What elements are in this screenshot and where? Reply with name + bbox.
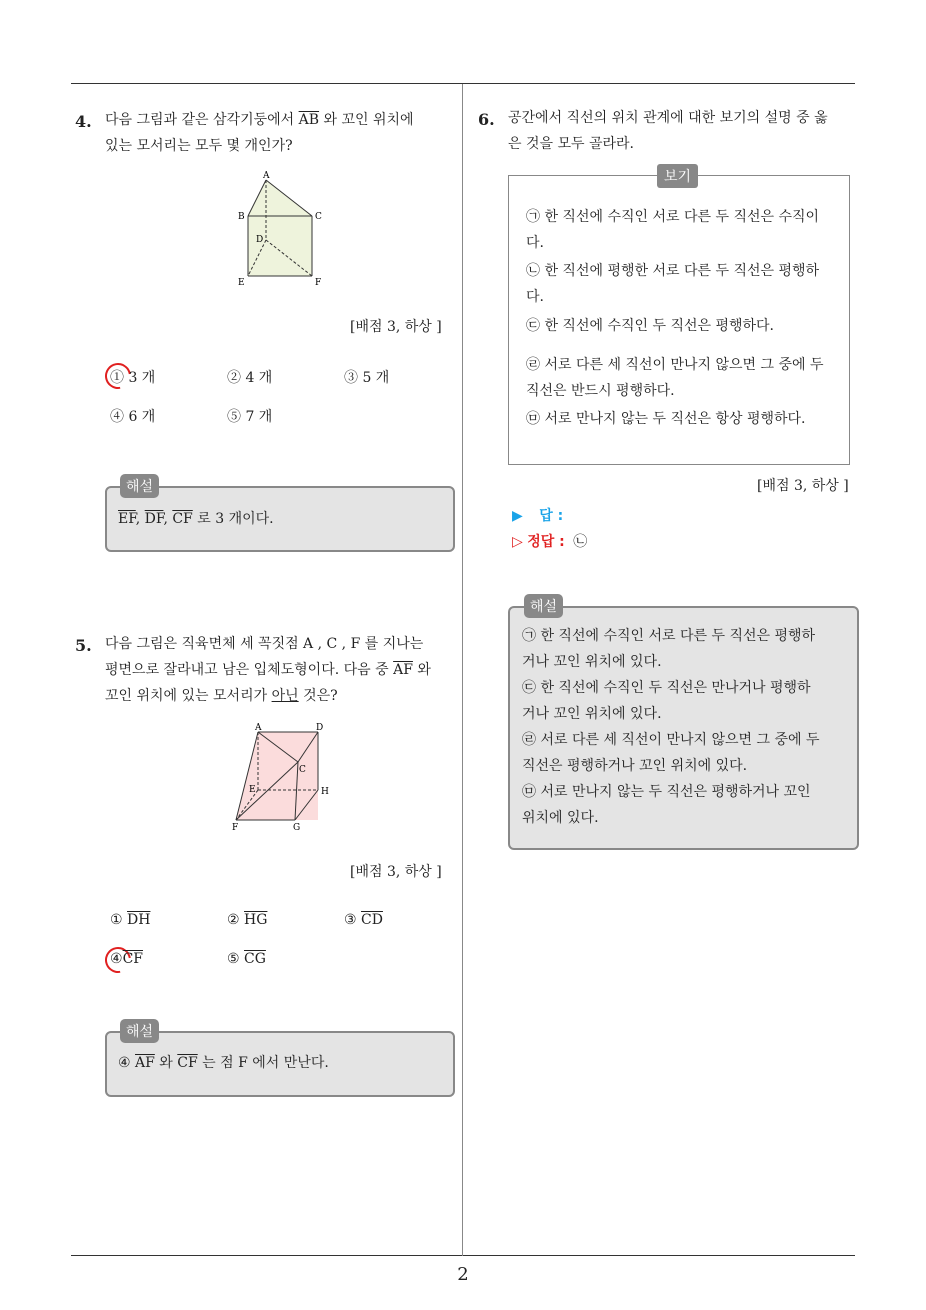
label-c: C [315, 212, 322, 222]
q6-exp-line-8: 위치에 있다. [522, 810, 599, 826]
label-f: F [232, 823, 239, 833]
q4-choice-3[interactable]: ③ 5 개 [344, 370, 390, 386]
q5-choice-2[interactable] [227, 912, 267, 928]
q4-exp-tail: 로 3 개이다. [192, 511, 274, 527]
correct-arrow-icon: ▷ [512, 534, 523, 550]
q5-choice-4[interactable] [110, 951, 143, 967]
q6-exp-line-4: 거나 꼬인 위치에 있다. [522, 706, 662, 722]
q4-exp-seg-3: $\overline{CF}$ [172, 511, 193, 527]
label-b: B [238, 212, 245, 222]
q6-line2: 은 것을 모두 골라라. [508, 136, 634, 152]
q5-line2b: 와 [412, 662, 431, 678]
q4-number: 4. [75, 112, 92, 131]
q6-bogi-item-2: ㉡ 한 직선에 평행한 서로 다른 두 직선은 평행하다. [526, 263, 820, 305]
q6-bogi-item-1: ㉠ 한 직선에 수직인 서로 다른 두 직선은 수직이다. [526, 209, 820, 251]
q5-line2a: 평면으로 잘라내고 남은 입체도형이다. 다음 중 [105, 662, 394, 678]
q4-explanation-tag: 해설 [120, 474, 159, 498]
prism-face [248, 180, 312, 216]
q6-exp-line-7: ㉤ 서로 만나지 않는 두 직선은 평행하거나 꼬인 [522, 784, 811, 800]
q4-choice-4[interactable]: ④ 6 개 [110, 409, 156, 425]
label-e: E [249, 785, 256, 795]
q6-bogi-item-3: ㉢ 한 직선에 수직인 두 직선은 평행하다. [526, 318, 775, 334]
q6-score: [배점 3, 하상 ] [757, 478, 849, 494]
q4-line1b: 와 꼬인 위치에 [319, 112, 414, 128]
q4-seg-ab: $\overline{AB}$ [298, 112, 320, 128]
bottom-rule [71, 1255, 855, 1256]
top-rule [71, 83, 855, 84]
q4-prism-figure [232, 170, 332, 290]
q4-choice-1[interactable]: ① 3 개 [110, 370, 156, 386]
page-number: 2 [457, 1264, 469, 1285]
q5-line3a: 꼬인 위치에 있는 모서리가 [105, 688, 272, 704]
q5-text [105, 631, 457, 709]
q6-bogi-tag: 보기 [657, 164, 698, 188]
q4-score: [배점 3, 하상 ] [350, 319, 442, 335]
q6-text [508, 105, 858, 157]
q5-choice-5-seg: $\overline{CG}$ [244, 951, 266, 967]
q6-bogi-item-5: ㉤ 서로 만나지 않는 두 직선은 항상 평행하다. [526, 411, 806, 427]
label-d: D [256, 235, 264, 245]
q6-answer-row [512, 505, 563, 525]
q5-choice-3[interactable] [344, 912, 383, 928]
label-e: E [238, 278, 245, 288]
q5-exp-seg-2: $\overline{CF}$ [177, 1055, 198, 1071]
q5-seg-af: $\overline{AF}$ [393, 662, 413, 678]
q6-correct-value: ㉡ [573, 534, 588, 550]
q4-choice-2[interactable]: ② 4 개 [227, 370, 273, 386]
q5-choice-2-num: ② [227, 912, 240, 928]
q5-choice-1-num: ① [110, 912, 123, 928]
q5-choice-2-seg: $\overline{HG}$ [244, 912, 268, 928]
q4-exp-seg-2: $\overline{DF}$ [144, 511, 164, 527]
q5-choice-5[interactable] [227, 951, 266, 967]
q5-exp-mid: 와 [154, 1055, 178, 1071]
column-divider [462, 84, 463, 1256]
q5-choice-4-num: ④ [110, 951, 123, 967]
q6-exp-line-3: ㉢ 한 직선에 수직인 두 직선은 만나거나 평행하 [522, 680, 811, 696]
q4-choice-5[interactable]: ⑤ 7 개 [227, 409, 273, 425]
q6-line1: 공간에서 직선의 위치 관계에 대한 보기의 설명 중 옳 [508, 110, 828, 126]
q5-exp-tail: 는 점 F 에서 만난다. [197, 1055, 329, 1071]
q4-text [105, 107, 455, 159]
q5-choice-3-num: ③ [344, 912, 357, 928]
q5-number: 5. [75, 636, 92, 655]
q5-exp-pre: ④ [118, 1055, 136, 1071]
q6-bogi-item-4: ㉣ 서로 다른 세 직선이 만나지 않으면 그 중에 두 직선은 반드시 평행하다. [526, 357, 824, 399]
q5-explanation-text [118, 1050, 329, 1076]
q5-choice-1-seg: $\overline{DH}$ [127, 912, 151, 928]
q6-explanation-text [522, 623, 850, 831]
q6-correct-row [512, 531, 587, 551]
q6-exp-line-2: 거나 꼬인 위치에 있다. [522, 654, 662, 670]
q5-solid-figure [225, 720, 335, 835]
q5-explanation-tag: 해설 [120, 1019, 159, 1043]
q4-line2: 있는 모서리는 모두 몇 개인가? [105, 138, 293, 154]
q5-score: [배점 3, 하상 ] [350, 864, 442, 880]
q4-line1: 다음 그림과 같은 삼각기둥에서 [105, 112, 299, 128]
prism-front-face [248, 216, 312, 276]
q6-exp-line-6: 직선은 평행하거나 꼬인 위치에 있다. [522, 758, 748, 774]
q4-explanation-text: $\overline{EF}$, $\overline{DF}$, $\overline{CF}$ 로 3 개이다. [118, 511, 274, 527]
label-f: F [315, 278, 322, 288]
label-h: H [321, 787, 329, 797]
q6-correct-label: 정답 : [527, 534, 565, 550]
q6-explanation-tag: 해설 [524, 594, 563, 618]
q5-choice-3-seg: $\overline{CD}$ [361, 912, 383, 928]
q5-choice-5-num: ⑤ [227, 951, 240, 967]
q5-line3b: 것은? [298, 688, 338, 704]
q5-choice-4-seg: $\overline{CF}$ [122, 951, 143, 967]
q6-exp-line-5: ㉣ 서로 다른 세 직선이 만나지 않으면 그 중에 두 [522, 732, 820, 748]
q5-line1: 다음 그림은 직육면체 세 꼭짓점 A , C , F 를 지나는 [105, 636, 424, 652]
label-a: A [263, 171, 270, 181]
q6-answer-label: 답 : [539, 508, 564, 524]
q6-exp-line-1: ㉠ 한 직선에 수직인 서로 다른 두 직선은 평행하 [522, 628, 816, 644]
label-d: D [316, 723, 324, 733]
q5-exp-seg-1: $\overline{AF}$ [135, 1055, 155, 1071]
label-c: C [299, 765, 306, 775]
answer-arrow-icon: ▶ [512, 508, 523, 524]
label-a: A [255, 723, 262, 733]
q5-line3u: 아닌 [271, 688, 299, 704]
q4-exp-seg-1: $\overline{EF}$ [118, 511, 136, 527]
q5-choice-1[interactable] [110, 912, 150, 928]
label-g: G [293, 823, 301, 833]
q6-number: 6. [478, 110, 495, 129]
